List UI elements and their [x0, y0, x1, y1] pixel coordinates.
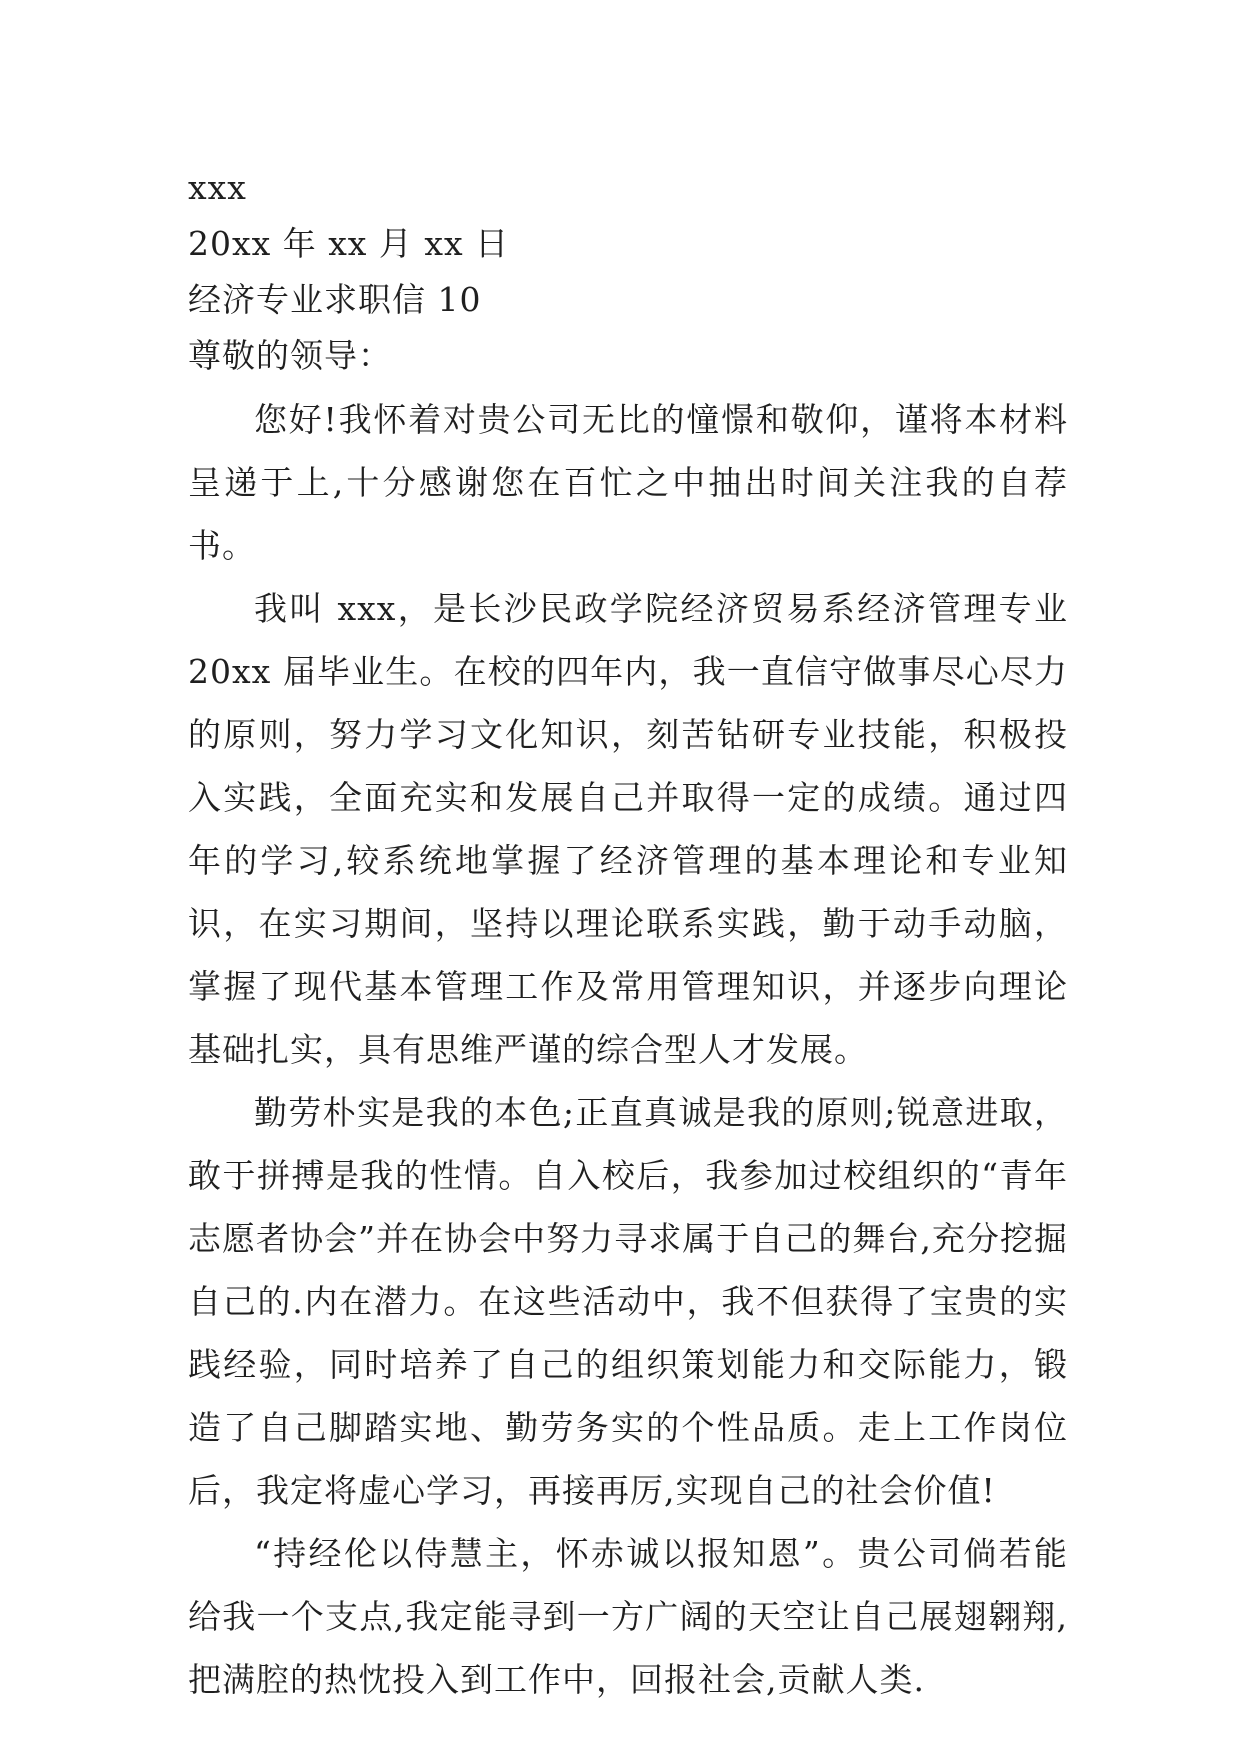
signature: xxx [188, 168, 247, 207]
date: 20xx 年 xx 月 xx 日 [188, 224, 510, 263]
paragraph-greeting: 您好!我怀着对贵公司无比的憧憬和敬仰，谨将本材料呈递于上,十分感谢您在百忙之中抽出时间关注我的自荐书。 [188, 400, 1068, 565]
paragraph-introduction: 我叫 xxx，是长沙民政学院经济贸易系经济管理专业 20xx 届毕业生。在校的四年内，我一直信守做事尽心尽力的原则，努力学习文化知识，刻苦钻研专业技能，积极投入实践，全面充实和发展自己并取得一定的成绩。通过四年的学习,较系统地掌握了经济管理的基本理论和专业知识，在实习期间，坚持以理论联系实践，勤于动手动脑，掌握了现代基本管理工作及常用管理知识，并逐步向理论基础扎实，具有思维严谨的综合型人才发展。 [188, 589, 1068, 1069]
paragraph-closing: “持经伦以侍慧主，怀赤诚以报知恩”。贵公司倘若能给我一个支点,我定能寻到一方广阔的天空让自己展翅翱翔,把满腔的热忱投入到工作中，回报社会,贡献人类. [188, 1534, 1068, 1699]
letter-title: 经济专业求职信 10 [188, 280, 482, 319]
paragraph-character: 勤劳朴实是我的本色;正直真诚是我的原则;锐意进取，敢于拼搏是我的性情。自入校后，我参加过校组织的“青年志愿者协会”并在协会中努力寻求属于自己的舞台,充分挖掘自己的.内在潜力。在这些活动中，我不但获得了宝贵的实践经验，同时培养了自己的组织策划能力和交际能力，锻造了自己脚踏实地、勤劳务实的个性品质。走上工作岗位后，我定将虚心学习，再接再厉,实现自己的社会价值! [188, 1093, 1068, 1510]
salutation: 尊敬的领导： [188, 336, 392, 375]
letter-body [188, 160, 1068, 1711]
